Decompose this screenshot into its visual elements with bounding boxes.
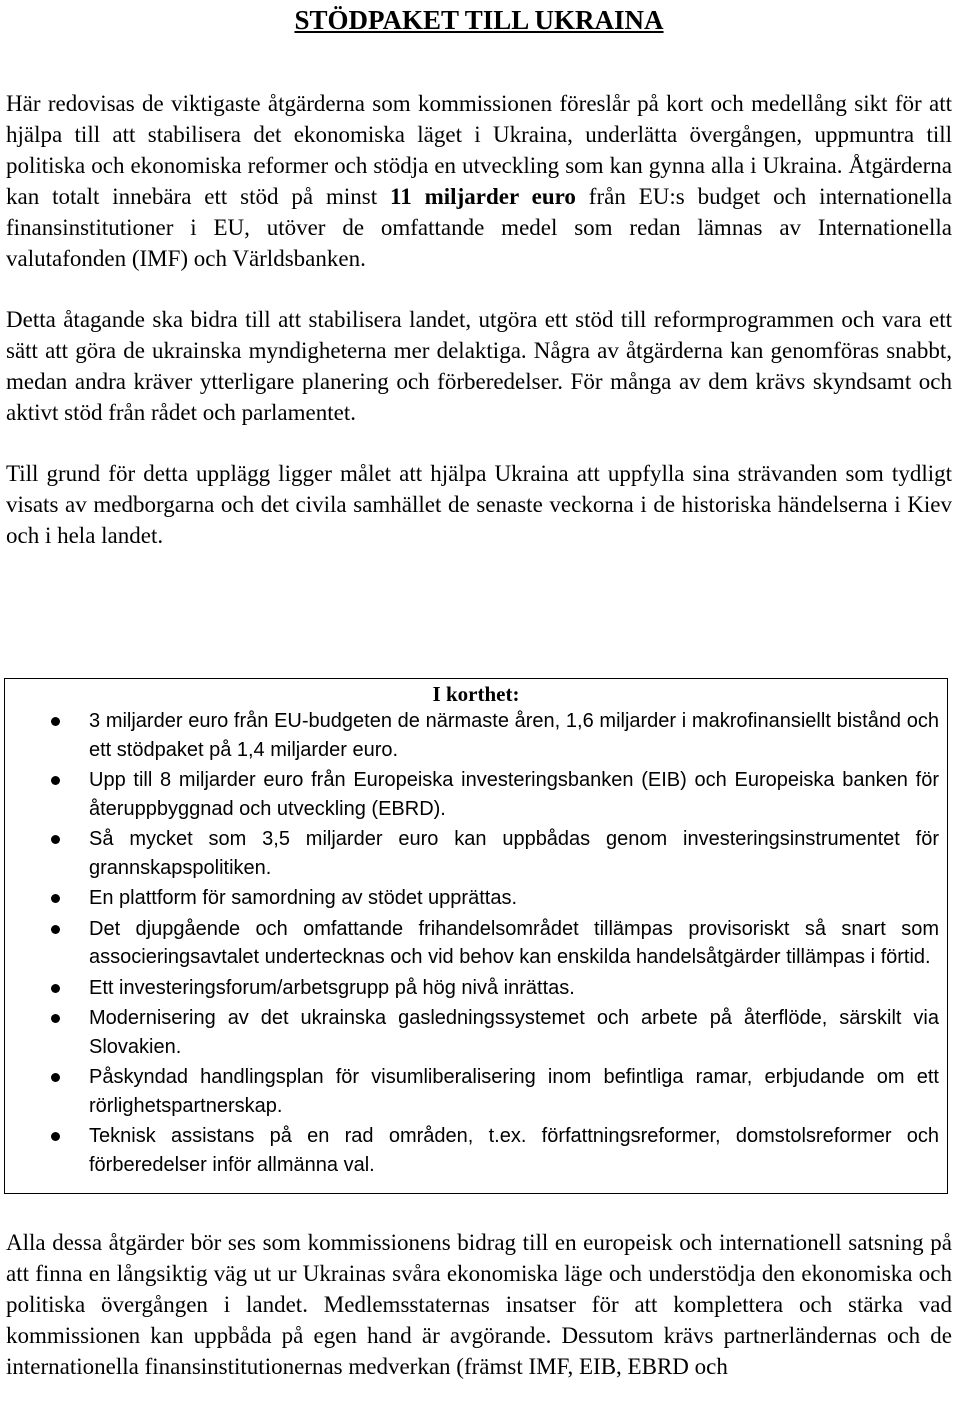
- bullet-icon: [51, 894, 60, 903]
- bullet-icon: [51, 835, 60, 844]
- list-item-text: Påskyndad handlingsplan för visumliberalisering inom befintliga ramar, erbjudande om ett rörlighetspartnerskap.: [89, 1066, 939, 1117]
- summary-list: [13, 707, 939, 1179]
- list-item-text: 3 miljarder euro från EU-budgeten de närmaste åren, 1,6 miljarder i makrofinansiellt bistånd och ett stödpaket på 1,4 miljarder euro.: [89, 710, 939, 761]
- list-item-text: Teknisk assistans på en rad områden, t.ex. författningsreformer, domstolsreformer och förberedelser inför allmänna val.: [89, 1125, 939, 1176]
- list-item-text: En plattform för samordning av stödet upprättas.: [89, 887, 517, 909]
- intro-bold-amount: 11 miljarder euro: [390, 184, 576, 209]
- bullet-icon: [51, 1073, 60, 1082]
- list-item: [13, 1122, 939, 1179]
- bullet-icon: [51, 1014, 60, 1023]
- summary-box-title: I korthet:: [432, 682, 520, 706]
- basis-paragraph: Till grund för detta upplägg ligger målet att hjälpa Ukraina att uppfylla sina strävanden som tydligt visats av medborgarna och det civila samhället de senaste veckorna i de historiska händelserna i Kiev och i hela landet.: [6, 461, 952, 548]
- list-item: [13, 766, 939, 823]
- bullet-icon: [51, 925, 60, 934]
- intro-text-start: Här redovisas de viktigaste åtgärderna som kommissionen föreslår på kort och medellång sikt för att hjälpa till att stabilisera det ekonomiska läget i Ukraina, underlätta övergången, uppmuntra till politiska och ekonomiska reformer och stödja en utveckling som kan gynna alla i Ukraina. Åtgärderna kan totalt innebära ett stöd på minst: [6, 91, 952, 209]
- commitment-paragraph: Detta åtagande ska bidra till att stabilisera landet, utgöra ett stöd till reformprogrammen och vara ett sätt att göra de ukrainska myndigheterna mer delaktiga. Några av åtgärderna kan genomföras snabbt, medan andra kräver ytterligare planering och förberedelser. För många av dem krävs skyndsamt och aktivt stöd från rådet och parlamentet.: [6, 307, 952, 425]
- document-title: STÖDPAKET TILL UKRAINA: [294, 5, 664, 35]
- bullet-icon: [51, 776, 60, 785]
- document-page: [6, 0, 953, 1379]
- bullet-icon: [51, 1132, 60, 1141]
- closing-paragraph: Alla dessa åtgärder bör ses som kommissionens bidrag till en europeisk och internationell satsning på att finna en långsiktig väg ut ur Ukrainas svåra ekonomiska läge och understödja den ekonomiska och politiska övergången i landet. Medlemsstaternas insatser för att komplettera och stärka vad kommissionen kan uppbåda på egen hand är avgörande. Dessutom krävs partnerländernas och de internationella finansinstitutionernas medverkan (främst IMF, EIB, EBRD och: [6, 1230, 952, 1379]
- list-item: [13, 915, 939, 972]
- list-item: [13, 1004, 939, 1061]
- bullet-icon: [51, 984, 60, 993]
- list-item-text: Det djupgående och omfattande frihandelsområdet tillämpas provisoriskt så snart som associeringsavtalet undertecknas och vid behov kan enskilda handelsåtgärder tillämpas i förtid.: [89, 917, 939, 968]
- list-item-text: Ett investeringsforum/arbetsgrupp på hög nivå inrättas.: [89, 976, 575, 999]
- list-item: [13, 974, 939, 1003]
- list-item: [13, 825, 939, 882]
- bullet-icon: [51, 717, 60, 726]
- list-item-text: Upp till 8 miljarder euro från Europeiska investeringsbanken (EIB) och Europeiska banken för återuppbyggnad och utveckling (EBRD).: [89, 769, 939, 820]
- intro-text-end: från EU:s budget och internationella finansinstitutioner i EU, utöver de omfattande medel som redan lämnas av Internationella valutafonden (IMF) och Världsbanken.: [6, 184, 953, 271]
- list-item: [13, 1063, 939, 1120]
- list-item: [13, 884, 939, 913]
- list-item-text: Så mycket som 3,5 miljarder euro kan uppbådas genom investeringsinstrumentet för grannskapspolitiken.: [89, 828, 939, 879]
- summary-box: [4, 678, 948, 1194]
- list-item: [13, 707, 939, 764]
- list-item-text: Modernisering av det ukrainska gasledningssystemet och arbete på återflöde, särskilt via Slovakien.: [89, 1007, 939, 1058]
- intro-paragraph: [6, 88, 952, 274]
